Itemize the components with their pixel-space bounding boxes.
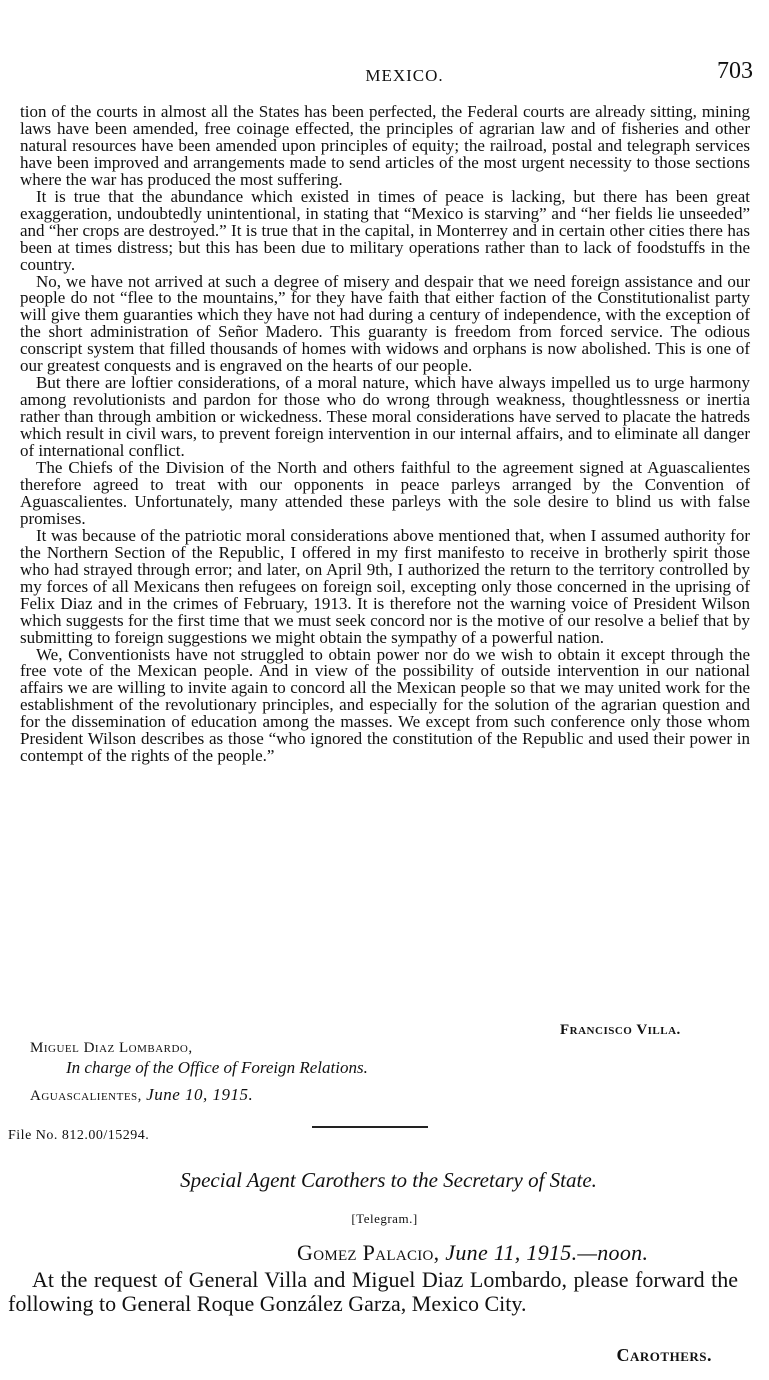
letter-body	[20, 104, 750, 765]
signature-date: June 10, 1915.	[146, 1085, 254, 1104]
signature-place-date	[30, 1085, 253, 1105]
page-number: 703	[717, 58, 753, 84]
running-title: MEXICO.	[365, 66, 444, 85]
page-header	[0, 58, 769, 92]
telegram-place: Gomez Palacio,	[297, 1240, 440, 1265]
file-number: File No. 812.00/15294.	[8, 1128, 150, 1143]
signature-villa: Francisco Villa.	[560, 1022, 681, 1038]
paragraph-5: The Chiefs of the Division of the North and others faithful to the agreement signed at Aguascalientes therefore agreed to treat with our opponents in peace parleys arranged by the Convention of Aguascalientes. Unfortunately, many attended these parleys with the sole desire to blind us with false promises.	[20, 458, 750, 528]
paragraph-7: We, Conventionists have not struggled to obtain power nor do we wish to obtain it except through the free vote of the Mexican people. And in view of the possibility of outside intervention in our national affairs we are willing to invite again to concord all the Mexican people so that we may united work for the establishment of the revolutionary principles, and especially for the solution of the agrarian question and for the dissemination of education among the masses. We except from such conference only those whom President Wilson describes as those “who ignored the constitution of the Republic and used their power in contempt of the rights of the people.”	[20, 644, 750, 766]
telegram-paragraph: At the request of General Villa and Miguel Diaz Lombardo, please forward the following to General Roque González Garza, Mexico City.	[8, 1267, 738, 1316]
telegram-dateline	[297, 1240, 648, 1266]
signature-lombardo: Miguel Diaz Lombardo,	[30, 1040, 193, 1056]
paragraph-3: No, we have not arrived at such a degree of misery and despair that we need foreign assistance and our people do not “flee to the mountains,” for they have faith that either faction of the Constitutionalist party will give them guaranties which they have not had during a century of independence, with the exception of the short administration of Señor Madero. This guaranty is freedom from forced service. The odious conscript system that filled thousands of homes with widows and orphans is now abolished. This is one of our greatest conquests and is engraved on the hearts of our people.	[20, 271, 750, 376]
paragraph-2: It is true that the abundance which existed in times of peace is lacking, but there has been great exaggeration, undoubtedly unintentional, in stating that “Mexico is starving” and “her fields lie unseeded” and “her crops are destroyed.” It is true that in the capital, in Monterrey and in certain other cities there has been at times distress; but this has been due to military operations rather than to lack of foodstuffs in the country.	[20, 186, 750, 274]
document-title: Special Agent Carothers to the Secretary of State.	[180, 1168, 597, 1192]
document-type: [Telegram.]	[351, 1211, 418, 1226]
paragraph-4: But there are loftier considerations, of a moral nature, which have always impelled us to urge harmony among revolutionists and pardon for those who do wrong through weakness, thoughtlessness or inertia rather than through ambition or wickedness. These moral considerations have served to placate the hatreds which result in civil wars, to prevent foreign intervention in our internal affairs, and to eliminate all danger of international conflict.	[20, 373, 750, 461]
signature-place: Aguascalientes,	[30, 1088, 142, 1104]
paragraph-6: It was because of the patriotic moral considerations above mentioned that, when I assumed authority for the Northern Section of the Republic, I offered in my first manifesto to receive in brotherly spirit those who had strayed through error; and later, on April 9th, I authorized the return to the territory controlled by my forces of all Mexicans then refugees on foreign soil, excepting only those concerned in the uprising of Felix Diaz and in the crimes of February, 1913. It is therefore not the warning voice of President Wilson which suggests for the first time that we must seek concord nor is the motive of our resolve a belief that by submitting to foreign suggestions we might obtain the sympathy of a powerful nation.	[20, 525, 750, 647]
telegram-body	[8, 1268, 738, 1315]
telegram-signature: Carothers.	[616, 1345, 712, 1365]
section-divider	[312, 1126, 428, 1128]
telegram-date: June 11, 1915.—noon.	[445, 1240, 649, 1265]
paragraph-1: tion of the courts in almost all the States has been perfected, the Federal courts are already sitting, mining laws have been amended, free coinage effected, the principles of agrarian law and of fisheries and other natural resources have been amended upon principles of equity; the railroad, postal and telegraph services have been improved and arrangements made to send articles of the most urgent necessity to those sections where the war has produced the most suffering.	[20, 102, 750, 189]
signature-lombardo-title: In charge of the Office of Foreign Relations.	[66, 1058, 368, 1077]
